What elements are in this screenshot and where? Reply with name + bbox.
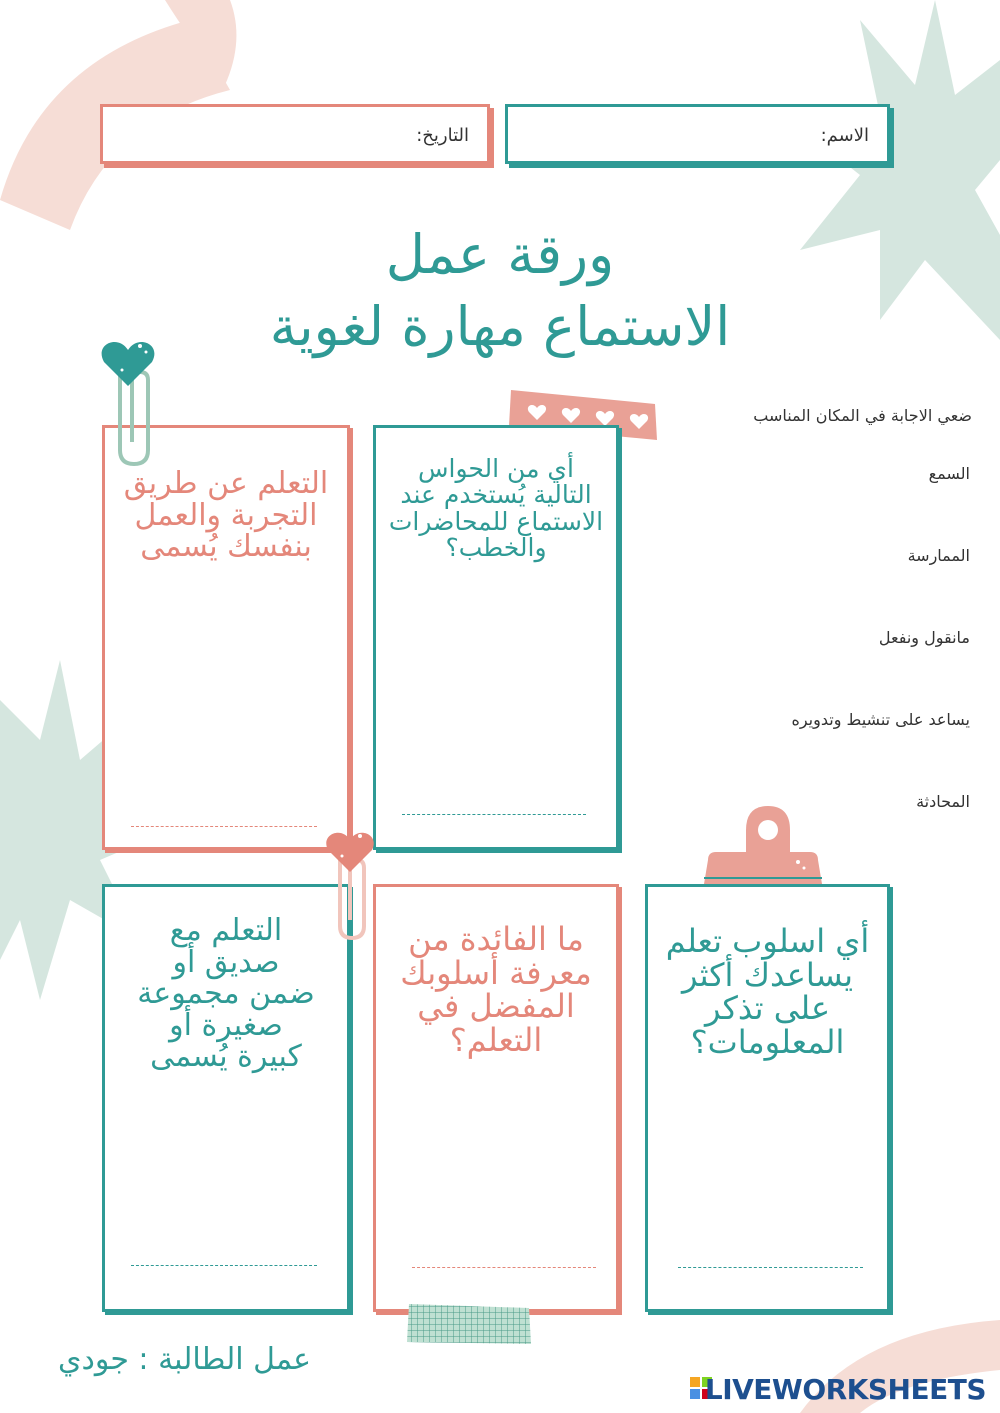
question-card-top-left[interactable] [102,425,350,850]
instruction-text: ضعي الاجابة في المكان المناسب [753,406,972,425]
liveworksheets-brand[interactable]: LIVEWORKSHEETS [704,1373,986,1406]
question-card-bottom-left[interactable] [102,884,350,1312]
answer-line-bottom-right[interactable] [678,1267,863,1268]
mint-star-top-right [790,0,1000,340]
question-card-bottom-right[interactable] [645,884,890,1312]
heart-paperclip-teal [98,330,162,470]
option-activate[interactable]: يساعد على تنشيط وتدويره [791,710,970,729]
title-line1: ورقة عمل [385,223,615,286]
option-practice[interactable]: الممارسة [907,546,970,565]
question-card-top-middle[interactable] [373,425,619,850]
question-text-bottom-middle: ما الفائدة من معرفة أسلوبك المفضل في التعلم؟ [400,920,592,1059]
answer-line-top-left[interactable] [131,826,317,827]
question-text-bottom-left: التعلم مع صديق أو ضمن مجموعة صغيرة أو كبيرة يُسمى [137,913,315,1074]
date-field[interactable] [100,104,490,164]
question-text-top-left: التعلم عن طريق التجربة والعمل بنفسك يُسمى [123,466,329,564]
date-label: التاريخ: [416,125,469,146]
washi-tape-grid [405,1300,535,1350]
question-text-top-middle: أي من الحواس التالية يُستخدم عند الاستماع للمحاضرات والخطب؟ [388,454,604,562]
question-card-bottom-middle[interactable] [373,884,619,1312]
binder-clip [698,800,828,895]
answer-line-bottom-middle[interactable] [412,1267,596,1268]
title-line2: الاستماع مهارة لغوية [269,295,731,358]
option-hearing[interactable]: السمع [928,464,970,483]
answer-line-top-middle[interactable] [402,814,586,815]
name-label: الاسم: [820,125,869,146]
question-text-bottom-right: أي اسلوب تعلم يساعدك أكثر على تذكر المعلومات؟ [665,922,870,1061]
student-credit: عمل الطالبة : جودي [58,1342,312,1377]
name-field[interactable] [505,104,890,164]
option-say-do[interactable]: مانقول ونفعل [878,628,970,647]
option-conversation[interactable]: المحادثة [916,792,970,811]
answer-line-bottom-left[interactable] [131,1265,317,1266]
